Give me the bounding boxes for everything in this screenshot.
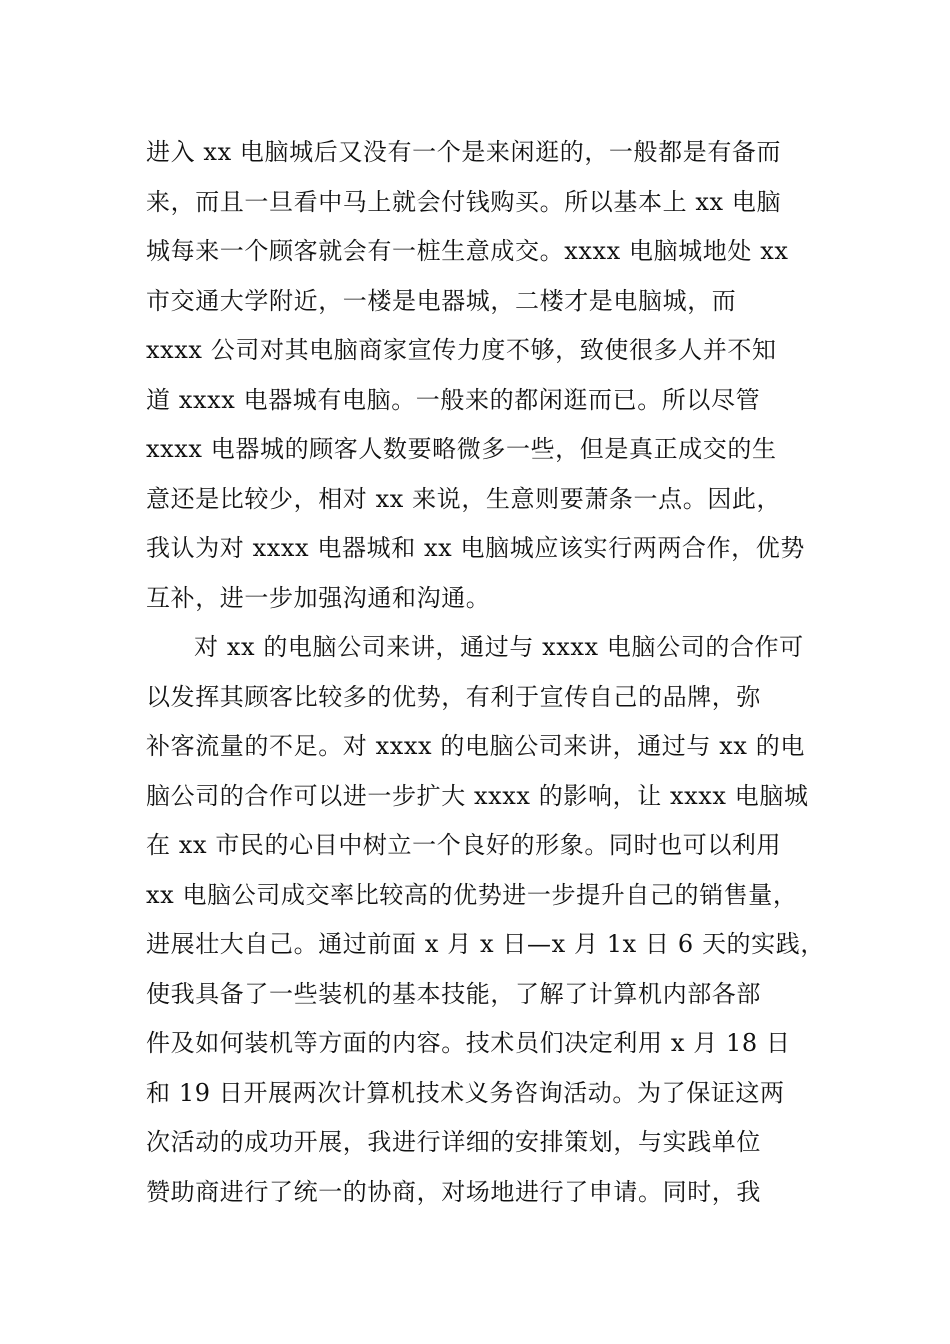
text-line: 件及如何装机等方面的内容。技术员们决定利用 x 月 18 日 (146, 1029, 791, 1057)
document-body (146, 128, 825, 1217)
text-line: 道 xxxx 电器城有电脑。一般来的都闲逛而已。所以尽管 (146, 385, 761, 414)
text-line: 城每来一个顾客就会有一桩生意成交。xxxx 电脑城地处 xx (146, 237, 789, 265)
text-line: xxxx 电器城的顾客人数要略微多一些，但是真正成交的生 (146, 435, 777, 463)
text-line: 次活动的成功开展，我进行详细的安排策划，与实践单位 (146, 1128, 761, 1156)
text-line: 补客流量的不足。对 xxxx 的电脑公司来讲，通过与 xx 的电 (146, 732, 805, 760)
text-line: 使我具备了一些装机的基本技能，了解了计算机内部各部 (146, 979, 761, 1008)
text-line: 市交通大学附近，一楼是电器城，二楼才是电脑城，而 (146, 286, 737, 315)
text-line: 赞助商进行了统一的协商，对场地进行了申请。同时，我 (146, 1177, 761, 1206)
text-line: 进入 xx 电脑城后又没有一个是来闲逛的，一般都是有备而 (146, 138, 782, 166)
text-line: xx 电脑公司成交率比较高的优势进一步提升自己的销售量， (146, 880, 798, 909)
text-line: 脑公司的合作可以进一步扩大 xxxx 的影响，让 xxxx 电脑城 (146, 781, 809, 810)
text-line: 我认为对 xxxx 电器城和 xx 电脑城应该实行两两合作，优势 (146, 534, 805, 562)
text-line: 和 19 日开展两次计算机技术义务咨询活动。为了保证这两 (146, 1078, 785, 1107)
paragraph (146, 623, 825, 1217)
text-line: 意还是比较少，相对 xx 来说，生意则要萧条一点。因此， (146, 484, 782, 513)
paragraph (146, 128, 816, 623)
text-line: 进展壮大自己。通过前面 x 月 x 日—x 月 1x 日 6 天的实践， (146, 930, 825, 958)
text-line: 互补，进一步加强沟通和沟通。 (146, 583, 491, 612)
text-line: 对 xx 的电脑公司来讲，通过与 xxxx 电脑公司的合作可 (194, 633, 804, 661)
text-line: 来，而且一旦看中马上就会付钱购买。所以基本上 xx 电脑 (146, 187, 782, 216)
text-line: 以发挥其顾客比较多的优势，有利于宣传自己的品牌，弥 (146, 682, 761, 711)
text-line: xxxx 公司对其电脑商家宣传力度不够，致使很多人并不知 (146, 336, 777, 364)
text-line: 在 xx 市民的心目中树立一个良好的形象。同时也可以利用 (146, 831, 782, 859)
